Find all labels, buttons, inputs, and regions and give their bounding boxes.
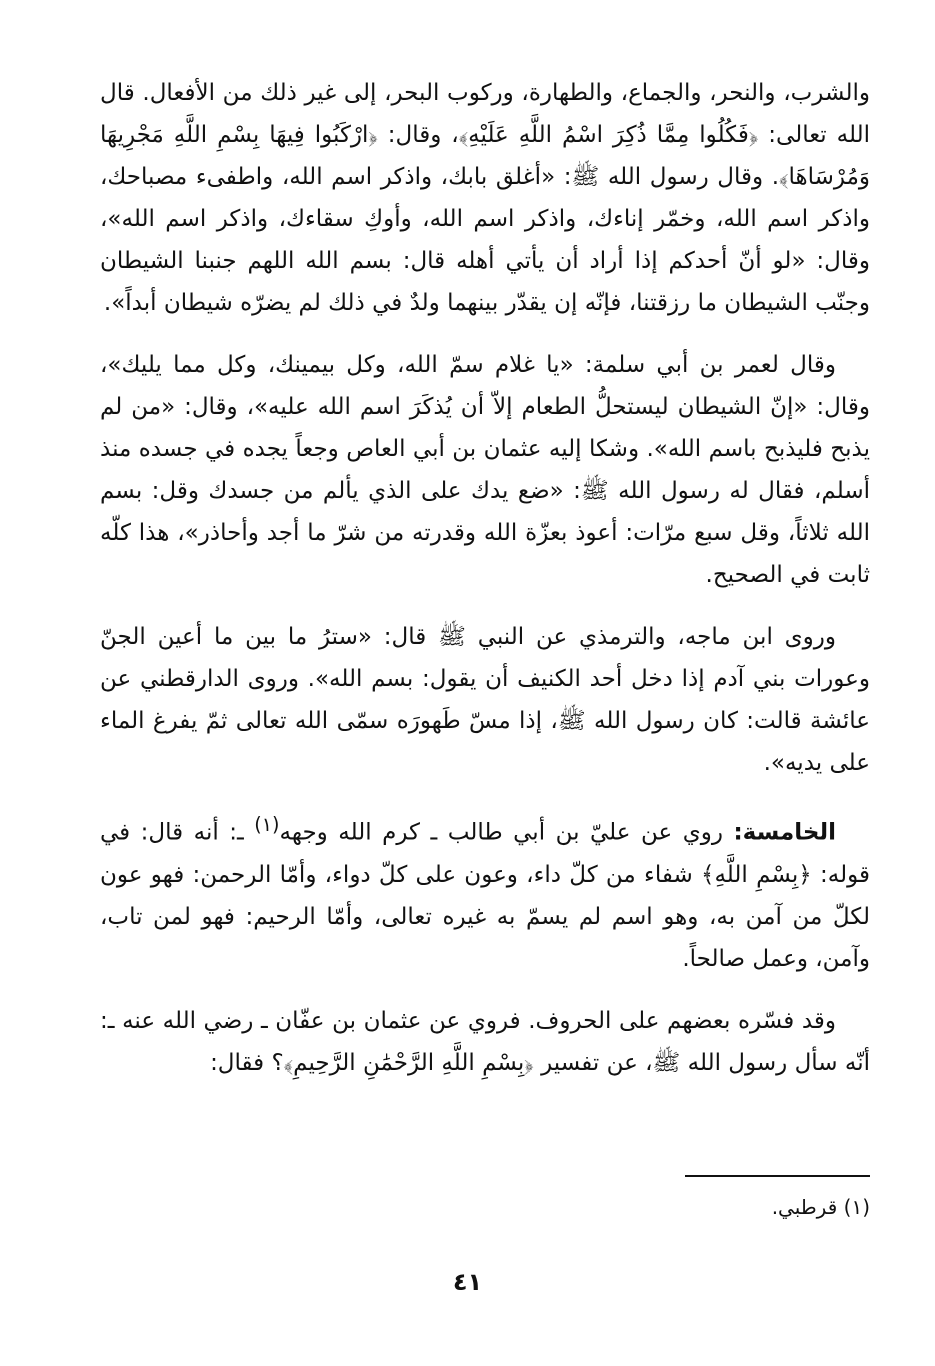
paragraph-3: وروى ابن ماجه، والترمذي عن النبي ﷺ قال: «سترُ ما بين ما أعين الجنّ وعورات بني آدم إذا دخل أحد الكنيف أن يقول: بسم الله». وروى الدارقطني عن عائشة قالت: كان رسول الله ﷺ، إذا مسّ طَهورَه سمّى الله تعالى ثمّ يفرغ الماء على يديه». bbox=[100, 624, 870, 776]
paragraph-khamisa bbox=[100, 804, 870, 980]
khamisa-text-after-ref: ـ: أنه قال: في قوله: ﴿بِسْمِ اللَّهِ﴾ شفاء من كلّ داء، وعون على كلّ دواء، وأمّا الرحمن: فهو عون لكلّ من آمن به، وهو اسم لم يسمّ به غيره تعالى، وأمّا الرحيم: فهو لمن تاب، وآمن، وعمل صالحاً. bbox=[100, 819, 870, 972]
page-number: ٤١ bbox=[452, 1268, 483, 1296]
khamisa-lead: الخامسة: bbox=[733, 819, 836, 846]
paragraph-1: والشرب، والنحر، والجماع، والطهارة، وركوب البحر، إلى غير ذلك من الأفعال. قال الله تعالى: ﴿فَكُلُوا مِمَّا ذُكِرَ اسْمُ اللَّهِ عَلَيْهِ﴾، وقال: ﴿ارْكَبُوا فِيهَا بِسْمِ اللَّهِ مَجْرِيهَا وَمُرْسَاهَا﴾. وقال رسول الله ﷺ: «أغلق بابك، واذكر اسم الله، واطفىء مصباحك، واذكر اسم الله، وخمّر إناءك، واذكر اسم الله، وأوكِ سقاءك، واذكر اسم الله»، وقال: «لو أنّ أحدكم إذا أراد أن يأتي أهله قال: بسم الله اللهم جنبنا الشيطان وجنّب الشيطان ما رزقتنا، فإنّه إن يقدّر بينهما ولدٌ في ذلك لم يضرّه شيطان أبداً». bbox=[100, 80, 870, 316]
khamisa-text-before-ref: روي عن عليّ بن أبي طالب ـ كرم الله وجهه bbox=[279, 819, 734, 846]
footnote-divider bbox=[685, 1175, 870, 1177]
page-body bbox=[100, 72, 870, 1104]
paragraph-2: وقال لعمر بن أبي سلمة: «يا غلام سمّ الله، وكل بيمينك، وكل مما يليك»، وقال: «إنّ الشيطان ليستحلُّ الطعام إلاّ أن يُذكَرَ اسم الله عليه»، وقال: «من لم يذبح فليذبح باسم الله». وشكا إليه عثمان بن أبي العاص وجعاً يجده في جسده منذ أسلم، فقال له رسول الله ﷺ: «ضع يدك على الذي يألم من جسدك وقل: بسم الله ثلاثاً، وقل سبع مرّات: أعوذ بعزّة الله وقدرته من شرّ ما أجد وأحاذر»، هذا كلّه ثابت في الصحيح. bbox=[100, 352, 870, 588]
paragraph-last: وقد فسّره بعضهم على الحروف. فروي عن عثمان بن عفّان ـ رضي الله عنه ـ: أنّه سأل رسول الله ﷺ، عن تفسير ﴿بِسْمِ اللَّهِ الرَّحْمَٰنِ الرَّحِيمِ﴾؟ فقال: bbox=[100, 1007, 870, 1076]
footnote-ref: (١) bbox=[254, 813, 280, 836]
footnote: (١) قرطبي. bbox=[771, 1195, 870, 1219]
